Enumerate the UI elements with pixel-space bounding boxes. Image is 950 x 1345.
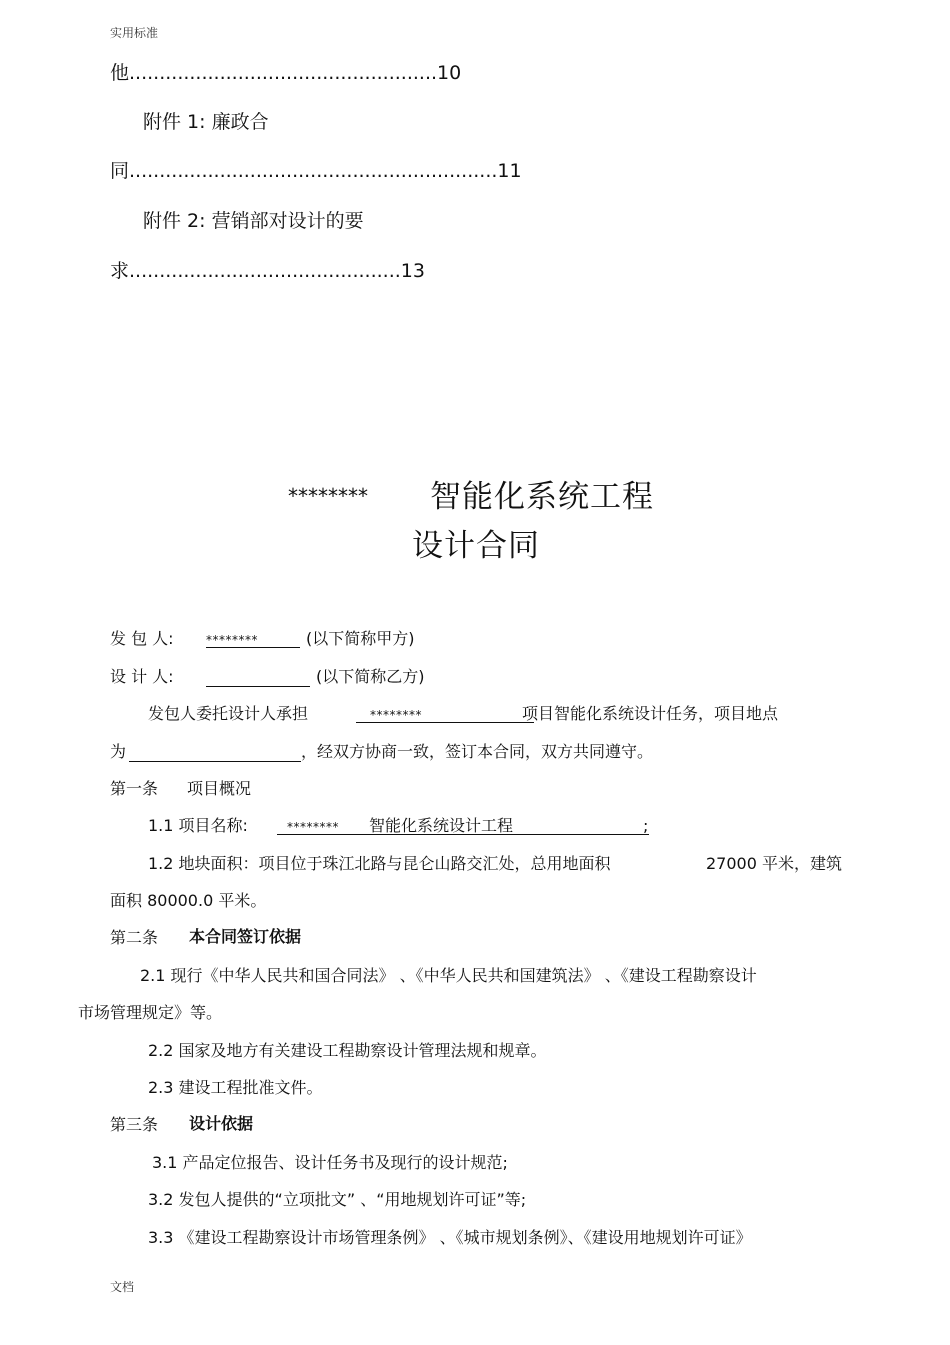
article-3-item-1: 3.1 产品定位报告、设计任务书及现行的设计规范; (152, 1153, 508, 1172)
toc-entry-appendix-1-cont: 同.............................................................11 (110, 160, 522, 182)
article-3-item-3: 3.3 《建设工程勘察设计市场管理条例》 、《城市规划条例》、《建设用地规划许可证》 (148, 1228, 752, 1247)
intro-line-2-end: ，经双方协商一致，签订本合同，双方共同遵守。 (301, 742, 654, 761)
title-line-1: 智能化系统工程 (430, 479, 654, 515)
party-a-field (206, 631, 300, 648)
title-stars: ******** (288, 484, 368, 508)
article-1-item-2-area: 27000 平米，建筑 (706, 854, 842, 873)
article-3-title: 设计依据 (189, 1114, 254, 1133)
article-1-item-1-field (277, 818, 649, 835)
intro-line-1-start: 发包人委托设计人承担 (148, 704, 309, 723)
article-1-title: 项目概况 (187, 779, 252, 798)
article-1-item-1-name: 智能化系统设计工程 (369, 816, 514, 835)
intro-location-blank (129, 744, 301, 762)
intro-line-2-start: 为 (110, 742, 127, 761)
title-line-2: 设计合同 (412, 528, 540, 564)
article-1-item-2-cont: 面积 80000.0 平米。 (110, 891, 267, 910)
toc-entry-appendix-2-cont: 求.............................................13 (110, 260, 425, 282)
article-1-number: 第一条 (110, 779, 159, 798)
party-a-value: ******** (206, 633, 258, 647)
toc-entry-other: 他...................................................10 (110, 62, 462, 84)
page-header: 实用标准 (110, 26, 159, 40)
article-2-item-1: 2.1 现行《中华人民共和国合同法》 、《中华人民共和国建筑法》 、《建设工程勘察设计 (140, 966, 757, 985)
article-1-item-2-start: 1.2 地块面积：项目位于珠江北路与昆仑山路交汇处，总用地面积 (148, 854, 611, 873)
article-1-item-1-end: ; (643, 816, 649, 835)
article-2-item-3: 2.3 建设工程批准文件。 (148, 1078, 323, 1097)
party-b-label: 设 计 人: (110, 667, 174, 686)
article-3-item-2: 3.2 发包人提供的“立项批文” 、“用地规划许可证”等; (148, 1190, 527, 1209)
article-3-number: 第三条 (110, 1115, 159, 1134)
intro-project-stars: ******** (370, 708, 422, 722)
page-footer: 文档 (110, 1280, 135, 1294)
article-2-item-1-cont: 市场管理规定》等。 (78, 1003, 223, 1022)
article-2-item-2: 2.2 国家及地方有关建设工程勘察设计管理法规和规章。 (148, 1041, 547, 1060)
party-b-blank (206, 669, 310, 687)
article-1-item-1-label: 1.1 项目名称: (148, 816, 248, 835)
toc-entry-appendix-1: 附件 1: 廉政合 (143, 111, 269, 133)
article-1-item-1-stars: ******** (287, 820, 339, 834)
party-a-label: 发 包 人: (110, 629, 174, 648)
party-a-note: (以下简称甲方) (306, 629, 415, 648)
intro-project-field (356, 706, 534, 723)
intro-line-1-end: 项目智能化系统设计任务，项目地点 (522, 704, 779, 723)
party-b-note: (以下简称乙方) (316, 667, 425, 686)
toc-entry-appendix-2: 附件 2: 营销部对设计的要 (143, 210, 364, 232)
article-2-number: 第二条 (110, 928, 159, 947)
article-2-title: 本合同签订依据 (189, 927, 302, 946)
